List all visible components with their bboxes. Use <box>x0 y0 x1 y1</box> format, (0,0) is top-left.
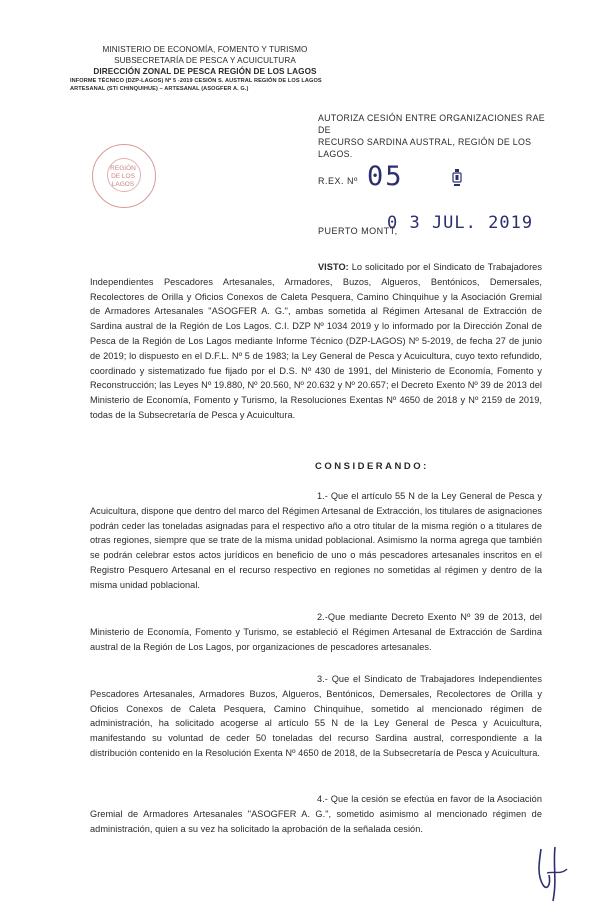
resolution-number: 05 <box>367 161 404 192</box>
considerando-paragraph-4 <box>90 792 542 836</box>
resolution-date: 0 3 JUL. 2019 <box>387 213 534 233</box>
visto-paragraph <box>90 260 542 423</box>
header-report-ref: INFORME TÉCNICO (DZP-LAGOS) Nº 5 -2019 CESIÓN S. AUSTRAL REGIÓN DE LOS LAGOS <box>70 78 322 84</box>
considerando-text-4: 4.- Que la cesión se efectúa en favor de la Asociación Gremial de Armadores Artesanales "ASOGFER A. G.", sometido asimismo al mencionado régimen de administración, quien a su vez ha solicitado la aprobación de la señalada cesión. <box>90 794 542 834</box>
stamp-line-2: DE LOS LAGOS <box>111 173 135 188</box>
considerando-text-2: 2.-Que mediante Decreto Exento Nº 39 de 2013, del Ministerio de Economía, Fomento y Turismo, se estableció el Régimen Artesanal de Extracción de Sardina austral de la Región de Los Lagos, por organizaciones de pescadores artesanales. <box>90 612 542 652</box>
visto-text: Lo solicitado por el Sindicato de Trabajadores Independientes Pescadores Artesanales, Armadores, Buzos, Algueros, Bentónicos, Demersales, Recolectores de Orilla y Oficios Conexos de Caleta Pesquera, Camino Chinquihue y la Asociación Gremial de Armadores Artesanales "ASOGFER A. G.", ambas sometida al Régimen Artesanal de Extracción de Sardina austral de la Región de Los Lagos. C.I. DZP Nº 1034 2019 y lo informado por la Dirección Zonal de Pesca de la Región de Los Lagos mediante Informe Técnico (DZP-LAGOS) Nº 5-2019, de fecha 27 de junio de 2019; lo dispuesto en el D.F.L. Nº 5 de 1983; la Ley General de Pesca y Acuicultura, cuyo texto refundido, coordinado y sistematizado fue fijado por el D.S. Nº 430 de 1991, del Ministerio de Economía, Fomento y Reconstrucción; las Leyes Nº 19.880, Nº 20.560, Nº 20.632 y Nº 20.657; el Decreto Exento Nº 39 de 2013 del Ministerio de Economía, Fomento y Turismo, la Resoluciones Exentas Nº 4650 de 2018 y Nº 2159 de 2019, todas de la Subsecretaría de Pesca y Acuicultura. <box>90 262 542 420</box>
stamp-line-1: REGIÓN <box>110 165 136 172</box>
header-subsecretariat: SUBSECRETARÍA DE PESCA Y ACUICULTURA <box>114 56 296 65</box>
handwritten-signature <box>533 845 573 905</box>
subject-line-1: AUTORIZA CESIÓN ENTRE ORGANIZACIONES RAE DE <box>318 113 545 135</box>
header-ministry: MINISTERIO DE ECONOMÍA, FOMENTO Y TURISMO <box>102 45 308 54</box>
header-directorate: DIRECCIÓN ZONAL DE PESCA REGIÓN DE LOS LAGOS <box>93 67 317 76</box>
visto-heading: VISTO: <box>318 262 349 272</box>
official-stamp-text <box>100 165 146 189</box>
considerando-text-3: 3.- Que el Sindicato de Trabajadores Independientes Pescadores Artesanales, Armadores Buzos, Algueros, Bentónicos, Demersales, Recolectores de Orilla y Oficios Conexos de Caleta Pesquera, Camino Chinquihue, sometido al mencionado régimen de administración, ha solicitado acogerse al artículo 55 N de la Ley General de Pesca y Acuicultura, manifestando su voluntad de ceder 50 toneladas del recurso Sardina austral, correspondiente a la distribución contenido en la Resolución Exenta Nº 4650 de 2018, de la Subsecretaría de Pesca y Acuicultura. <box>90 674 542 758</box>
coat-of-arms-icon <box>452 168 462 190</box>
header-report-parties: ARTESANAL (STI CHINQUIHUE) – ARTESANAL (ASOGFER A. G.) <box>70 86 249 92</box>
institution-header <box>70 44 340 93</box>
considerando-heading: CONSIDERANDO: <box>315 461 429 472</box>
resolution-number-label: R.EX. Nº <box>318 176 358 186</box>
considerando-paragraph-1 <box>90 489 542 593</box>
subject-line-2: RECURSO SARDINA AUSTRAL, REGIÓN DE LOS LAGOS. <box>318 137 532 159</box>
place-label: PUERTO MONTT, <box>318 226 398 236</box>
considerando-paragraph-2 <box>90 610 542 654</box>
resolution-subject <box>318 112 548 160</box>
considerando-paragraph-3 <box>90 672 542 761</box>
considerando-text-1: 1.- Que el artículo 55 N de la Ley General de Pesca y Acuicultura, dispone que dentro del marco del Régimen Artesanal de Extracción, los titulares de asignaciones podrán ceder las toneladas asignadas para el respectivo año a otro titular de la misma región o a titulares de otras regiones, siempre que se trate de la misma unidad poblacional. Asimismo la norma agrega que también se podrán celebrar estos actos jurídicos en beneficio de uno o más pescadores artesanales inscritos en el Registro Pesquero Artesanal en el recurso respectivo en regiones no sometidas al régimen y dentro de la misma unidad poblacional. <box>90 491 542 590</box>
